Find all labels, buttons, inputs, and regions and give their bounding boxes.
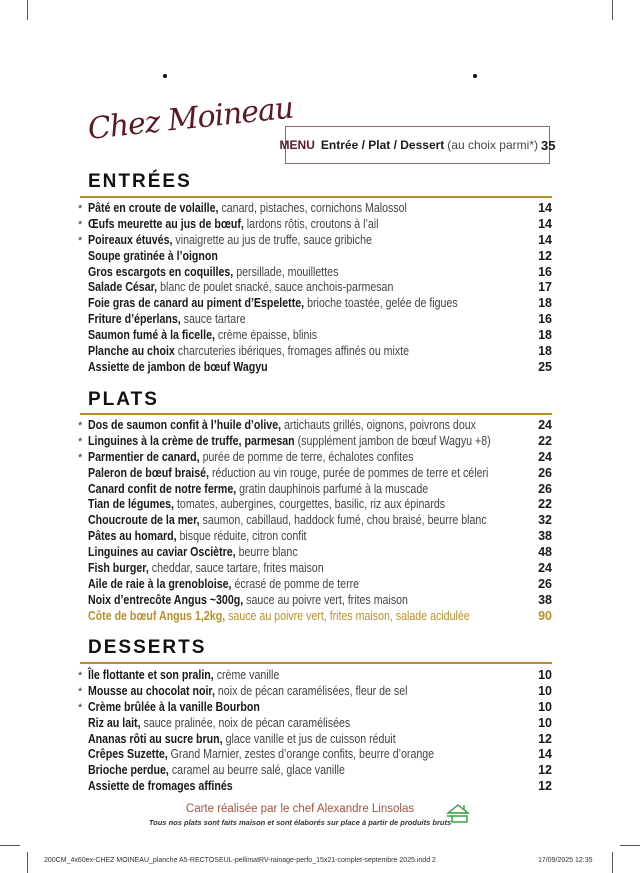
menu-item-name: Gros escargots en coquilles, (88, 264, 234, 279)
menu-item-text (88, 668, 279, 684)
menu-item-description: crème vanille (213, 668, 280, 682)
menu-item-text (88, 529, 307, 545)
menu-item-description: écrasé de pomme de terre (231, 576, 360, 591)
punch-hole-dot (163, 74, 167, 78)
menu-item-price: 10 (538, 668, 552, 682)
menu-item-description: beurre blanc (235, 545, 298, 560)
menu-item-price: 22 (538, 433, 552, 448)
menu-item-text (88, 434, 491, 450)
menu-item-text (88, 418, 476, 434)
menu-item-text (88, 763, 345, 779)
menu-item-price: 12 (538, 248, 552, 263)
menu-item-description: saumon, cabillaud, haddock fumé, chou braisé, beurre blanc (199, 513, 487, 528)
menu-item-text (88, 328, 317, 344)
menu-item-price: 14 (538, 232, 552, 247)
menu-item-text (88, 217, 379, 233)
restaurant-logo: Chez Moineau (86, 90, 295, 147)
menu-item-name: Riz au lait, (88, 715, 141, 730)
crop-mark (27, 0, 28, 20)
menu-note: (au choix parmi*) (447, 138, 538, 152)
menu-item-star: * (78, 451, 83, 464)
menu-item (78, 545, 552, 561)
menu-item-text (88, 201, 407, 217)
menu-item-description: blanc de poulet snacké, sauce anchois-parmesan (157, 280, 394, 295)
menu-item (78, 217, 552, 233)
menu-item-star: * (78, 203, 83, 215)
print-slug-datetime: 17/09/2025 12:35 (538, 857, 593, 864)
menu-item-name: Pâtes au homard, (88, 529, 177, 544)
menu-item-name: Paleron de bœuf braisé, (88, 465, 210, 480)
menu-item-price: 38 (538, 592, 552, 607)
menu-item (78, 763, 552, 779)
crop-mark (612, 0, 613, 20)
chef-credit: Carte réalisée par le chef Alexandre Linsolas (185, 803, 415, 815)
menu-item-price: 18 (538, 296, 552, 311)
menu-item-description: Grand Marnier, zestes d’orange confits, beurre d’orange (167, 747, 435, 762)
menu-item-price: 12 (538, 763, 552, 778)
menu-item-star: * (78, 218, 83, 231)
menu-item-description: persillade, mouillettes (233, 264, 339, 279)
menu-item-description: (supplément jambon de bœuf Wagyu +8) (294, 433, 491, 448)
menu-item-name: Parmentier de canard, (88, 449, 200, 464)
menu-item-price: 10 (538, 683, 552, 698)
menu-item (78, 265, 552, 281)
menu-item (78, 577, 552, 593)
menu-item-description: canard, pistaches, cornichons Malossol (218, 201, 407, 215)
menu-item-price: 17 (538, 280, 552, 295)
menu-item (78, 360, 552, 376)
menu-item (78, 593, 552, 609)
print-slug-file: 200CM_4x60ex-CHEZ MOINEAU_planche A5-RECTOSEUL-pellimatRV-rainage-perfo_15x21-complet-septembre 2025.indd 2 (44, 857, 436, 864)
menu-label: MENU (279, 138, 315, 152)
menu-item-description: lardons rôtis, croutons à l’ail (243, 216, 379, 231)
menu-item-price: 14 (538, 216, 552, 231)
menu-item (78, 312, 552, 328)
homemade-note: Tous nos plats sont faits maison et sont élaborés sur place à partir de produits bruts (148, 818, 452, 827)
menu-item-text (88, 497, 445, 513)
menu-item-name: Planche au choix (88, 344, 175, 359)
section-title-entrees: ENTRÉES (88, 171, 192, 192)
menu-item-text (88, 545, 298, 561)
menu-item-description: cheddar, sauce tartare, frites maison (148, 561, 324, 576)
menu-item (78, 482, 552, 498)
menu-item-name: Aile de raie à la grenobloise, (88, 576, 232, 591)
menu-item (78, 296, 552, 312)
menu-item (78, 328, 552, 344)
menu-item-description: bisque réduite, citron confit (176, 529, 307, 544)
menu-item-description: caramel au beurre salé, glace vanille (168, 763, 345, 778)
menu-item-name: Canard confit de notre ferme, (88, 481, 237, 496)
menu-item-name: Fish burger, (88, 561, 149, 576)
desserts-list (78, 668, 552, 795)
menu-item-price: 26 (538, 465, 552, 480)
menu-item-description: tomates, aubergines, courgettes, basilic, riz aux épinards (174, 497, 446, 512)
crop-mark (27, 852, 28, 873)
menu-item-price: 24 (538, 449, 552, 464)
menu-item (78, 747, 552, 763)
menu-item-price: 90 (538, 608, 552, 623)
menu-item-text (88, 716, 350, 732)
menu-item-price: 48 (538, 545, 552, 560)
menu-item-price: 16 (538, 312, 552, 327)
menu-item-description: brioche toastée, gelée de figues (304, 296, 458, 311)
menu-item (78, 434, 552, 450)
section-divider (80, 196, 552, 198)
menu-item-name: Assiette de jambon de bœuf Wagyu (88, 359, 268, 374)
menu-item-name: Choucroute de la mer, (88, 513, 200, 528)
menu-item-name: Crème brûlée à la vanille Bourbon (88, 699, 260, 714)
menu-item-price: 24 (538, 561, 552, 576)
menu-item-name: Tian de légumes, (88, 497, 175, 512)
menu-item-name: Assiette de fromages affinés (88, 779, 233, 794)
menu-item-price: 24 (538, 418, 552, 432)
menu-item-name: Crêpes Suzette, (88, 747, 168, 762)
menu-item-name: Friture d’éperlans, (88, 312, 181, 327)
menu-item-price: 16 (538, 264, 552, 279)
section-title-desserts: DESSERTS (88, 637, 207, 658)
menu-item-star: * (78, 670, 83, 682)
menu-item-name: Œufs meurette au jus de bœuf, (88, 216, 244, 231)
menu-item-name: Linguines au caviar Osciètre, (88, 545, 236, 560)
menu-item (78, 233, 552, 249)
menu-item-text (88, 561, 324, 577)
menu-item-name: Foie gras de canard au piment d’Espelette, (88, 296, 305, 311)
menu-item (78, 201, 552, 217)
section-title-plats: PLATS (88, 389, 159, 410)
menu-item (78, 466, 552, 482)
menu-formula: Entrée / Plat / Dessert (320, 138, 445, 152)
menu-item-description: gratin dauphinois parfumé à la muscade (236, 481, 429, 496)
menu-item-text (88, 684, 407, 700)
menu-item-text (88, 700, 260, 716)
menu-item-description: artichauts grillés, oignons, poivrons doux (281, 418, 476, 432)
menu-item-description: charcuteries ibériques, fromages affinés ou mixte (174, 344, 410, 359)
menu-item-name: Poireaux étuvés, (88, 232, 173, 247)
menu-item-text (88, 466, 488, 482)
entrees-list (78, 201, 552, 376)
menu-item (78, 732, 552, 748)
menu-item-description: sauce au poivre vert, frites maison, salade acidulée (225, 608, 470, 623)
menu-item-text (88, 280, 393, 296)
menu-item-name: Ananas rôti au sucre brun, (88, 731, 223, 746)
menu-item (78, 344, 552, 360)
menu-item-star: * (78, 420, 83, 432)
menu-item (78, 497, 552, 513)
menu-item-price: 14 (538, 201, 552, 215)
menu-item-text (88, 747, 434, 763)
menu-item-price: 10 (538, 699, 552, 714)
menu-item-price: 25 (538, 359, 552, 374)
menu-item-price: 14 (538, 747, 552, 762)
menu-item-text (88, 732, 396, 748)
menu-item (78, 700, 552, 716)
menu-item-text (88, 513, 487, 529)
menu-item (78, 684, 552, 700)
menu-item-text (88, 344, 409, 360)
menu-item-description: sauce tartare (180, 312, 246, 327)
menu-item-text (88, 577, 359, 593)
menu-item-text (88, 233, 372, 249)
menu-item-name: Linguines à la crème de truffe, parmesan (88, 433, 295, 448)
menu-item-price: 18 (538, 328, 552, 343)
menu-item-name: Noix d’entrecôte Angus ~300g, (88, 592, 244, 607)
menu-item-description: glace vanille et jus de cuisson réduit (222, 731, 396, 746)
homemade-house-icon (446, 803, 470, 823)
menu-item-description: sauce pralinée, noix de pécan caramélisées (140, 715, 351, 730)
menu-item (78, 779, 552, 795)
menu-item-name: Côte de bœuf Angus 1,2kg, (88, 608, 226, 623)
menu-item-description: sauce au poivre vert, frites maison (243, 592, 408, 607)
menu-item-text (88, 482, 428, 498)
menu-item-price: 38 (538, 529, 552, 544)
menu-item (78, 450, 552, 466)
menu-item-description: vinaigrette au jus de truffe, sauce gribiche (172, 232, 372, 247)
plats-list (78, 418, 552, 625)
menu-item (78, 668, 552, 684)
menu-item-star: * (78, 234, 83, 247)
menu-item-description: noix de pécan caramélisées, fleur de sel (214, 683, 408, 698)
menu-item-price: 26 (538, 481, 552, 496)
punch-hole-dot (473, 74, 477, 78)
menu-item-star: * (78, 685, 83, 698)
menu-item-price: 12 (538, 731, 552, 746)
menu-item-text (88, 265, 338, 281)
menu-item-description: réduction au vin rouge, purée de pommes de terre et céleri (209, 465, 489, 480)
menu-price: 35 (540, 137, 556, 153)
set-menu-box (279, 126, 556, 164)
menu-item-name: Dos de saumon confit à l’huile d’olive, (88, 418, 282, 432)
crop-mark (620, 845, 640, 846)
menu-item-description: purée de pomme de terre, échalotes confites (199, 449, 414, 464)
menu-item (78, 529, 552, 545)
menu-item-price: 12 (538, 779, 552, 794)
menu-item-name: Pâté en croute de volaille, (88, 201, 219, 215)
menu-item-text (88, 312, 246, 328)
menu-item-name: Saumon fumé à la ficelle, (88, 328, 215, 343)
menu-item-name: Brioche perdue, (88, 763, 169, 778)
menu-item (78, 249, 552, 265)
menu-item-price: 32 (538, 513, 552, 528)
menu-item (78, 609, 552, 625)
menu-item-text (88, 779, 233, 795)
crop-mark (0, 845, 20, 846)
menu-item-star: * (78, 701, 83, 714)
menu-item-name: Salade César, (88, 280, 158, 295)
crop-mark (612, 852, 613, 873)
menu-item-price: 26 (538, 576, 552, 591)
menu-item-star: * (78, 435, 83, 448)
menu-item (78, 716, 552, 732)
menu-item-text (88, 609, 470, 625)
menu-item-name: Soupe gratinée à l’oignon (88, 248, 218, 263)
menu-item (78, 561, 552, 577)
menu-item-text (88, 593, 408, 609)
menu-item-price: 10 (538, 715, 552, 730)
menu-item-price: 18 (538, 344, 552, 359)
menu-item-name: Mousse au chocolat noir, (88, 683, 215, 698)
menu-item-text (88, 249, 218, 265)
section-divider (80, 413, 552, 415)
menu-item-text (88, 296, 458, 312)
section-divider (80, 662, 552, 664)
menu-item-text (88, 450, 413, 466)
menu-item (78, 418, 552, 434)
menu-item-description: crème épaisse, blinis (214, 328, 318, 343)
menu-item (78, 513, 552, 529)
menu-item-text (88, 360, 268, 376)
menu-item-price: 22 (538, 497, 552, 512)
menu-item (78, 280, 552, 296)
menu-item-name: Île flottante et son pralin, (88, 668, 214, 682)
